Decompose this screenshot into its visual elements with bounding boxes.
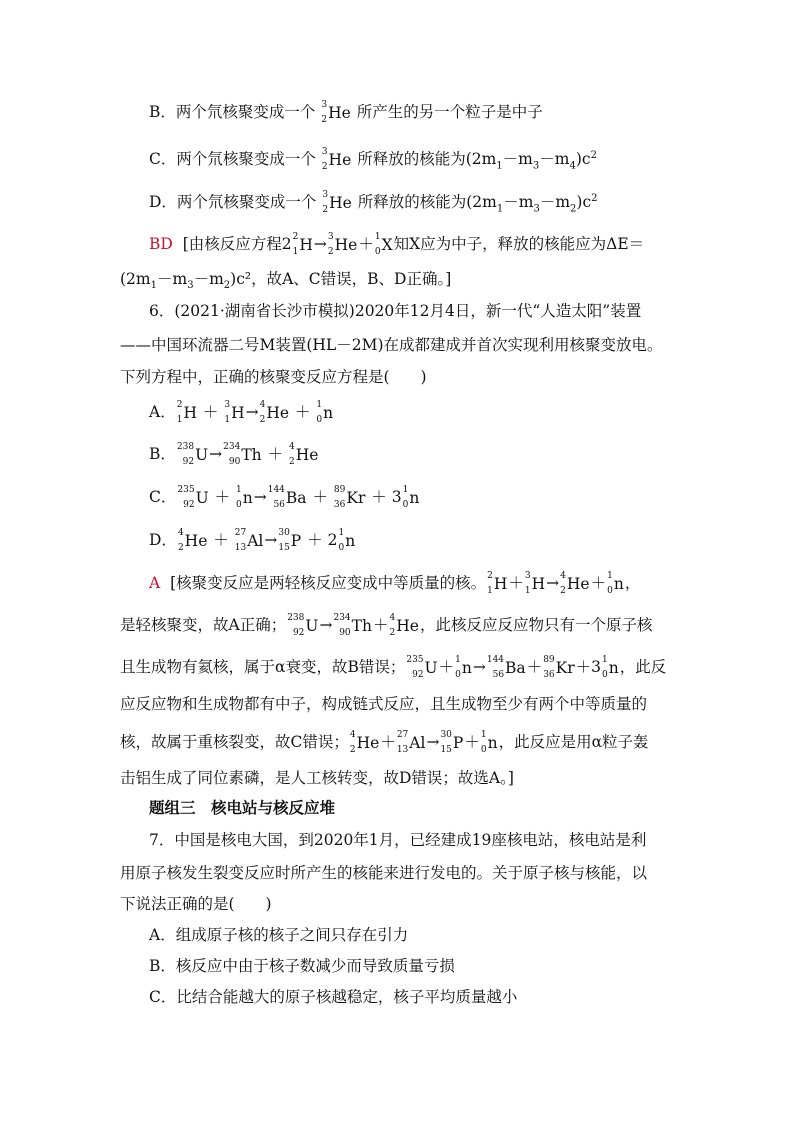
q6-stem-2: ——中国环流器二号M装置(HL－2M)在成都建成并首次实现利用核聚变放电。 (120, 336, 663, 354)
q5-answer-line-1: BD [由核反应方程2 2 1 H → 3 2 He ＋ 1 0 X 知X应为中子，释放的核能应为ΔE＝ (149, 232, 645, 257)
q6-explanation-6: 击铝生成了同位素磷，是人工核转变，故D错误；故选A。] (120, 769, 514, 787)
q5-option-d: D．两个氘核聚变成一个 3 2 He 所释放的核能为$(2m_1-m_3-m_2)c^2$ (149, 190, 598, 216)
q7-stem-3: 下说法正确的是( ) (120, 895, 272, 913)
q7-option-a: A．组成原子核的核子之间只存在引力 (149, 926, 409, 944)
q6-explanation-3: 且生成物有氦核，属于α衰变，故B错误； 235 92 U ＋ 1 0 n → 144 56 Ba ＋ 89 36 Kr ＋3 1 0 n ，此反 (120, 655, 667, 680)
q7-option-b: B．核反应中由于核子数减少而导致质量亏损 (149, 957, 455, 975)
answer-label: A (149, 574, 161, 592)
q6-option-b: B． 238 92 U → 234 90 Th ＋ 4 2 He (149, 442, 319, 467)
q6-option-d: D． 4 2 He ＋ 27 13 Al → 30 15 P ＋ 2 1 0 n (149, 528, 356, 553)
helium-3-nuclide: 3 2 He (321, 147, 352, 173)
q6-explanation-2: 是轻核聚变，故A正确； 238 92 U → 234 90 Th ＋ 4 2 He ，此核反应反应物只有一个原子核 (120, 613, 653, 638)
q6-option-c: C． 235 92 U ＋ 1 0 n → 144 56 Ba ＋ 89 36 Kr ＋ 3 1 0 n (149, 485, 420, 510)
section-heading: 题组三 核电站与核反应堆 (149, 799, 336, 817)
q6-option-a: A． 2 1 H ＋ 3 1 H → 4 2 He ＋ 1 0 n (149, 400, 334, 425)
q6-explanation-4: 应反应物和生成物都有中子，构成链式反应，且生成物至少有两个中等质量的 (120, 695, 648, 713)
helium-3-nuclide: 3 2 He (321, 100, 351, 125)
helium-3-nuclide: 3 2 He (322, 190, 352, 216)
q5-option-c: C．两个氘核聚变成一个 3 2 He 所释放的核能为$(2m_1-m_3-m_4)c^2$ (149, 147, 597, 173)
q6-explanation-1: A [核聚变反应是两轻核反应变成中等质量的核。 2 1 H ＋ 3 1 H → 4 2 He ＋ 1 0 n ， (149, 571, 641, 596)
q7-option-c: C．比结合能越大的原子核越稳定，核子平均质量越小 (149, 988, 518, 1006)
q6-stem-3: 下列方程中，正确的核聚变反应方程是( ) (120, 368, 427, 386)
q5-option-b: B．两个氘核聚变成一个 3 2 He 所产生的另一个粒子是中子 (149, 100, 543, 125)
q5-answer-line-2: $(2m_1-m_3-m_2)c^2$，故A、C错误，B、D正确。] (120, 270, 452, 292)
q6-stem-1: 6．(2021·湖南省长沙市模拟)2020年12月4日，新一代“人造太阳”装置 (149, 302, 642, 320)
q6-explanation-5: 核，故属于重核裂变，故C错误； 4 2 He ＋ 27 13 Al → 30 15 P ＋ 1 0 n ，此反应是用α粒子轰 (120, 730, 649, 755)
q7-stem-1: 7．中国是核电大国，到2020年1月，已经建成19座核电站，核电站是利 (149, 831, 647, 849)
q7-stem-2: 用原子核发生裂变反应时所产生的核能来进行发电的。关于原子核与核能，以 (120, 864, 648, 882)
answer-label: BD (149, 235, 173, 253)
